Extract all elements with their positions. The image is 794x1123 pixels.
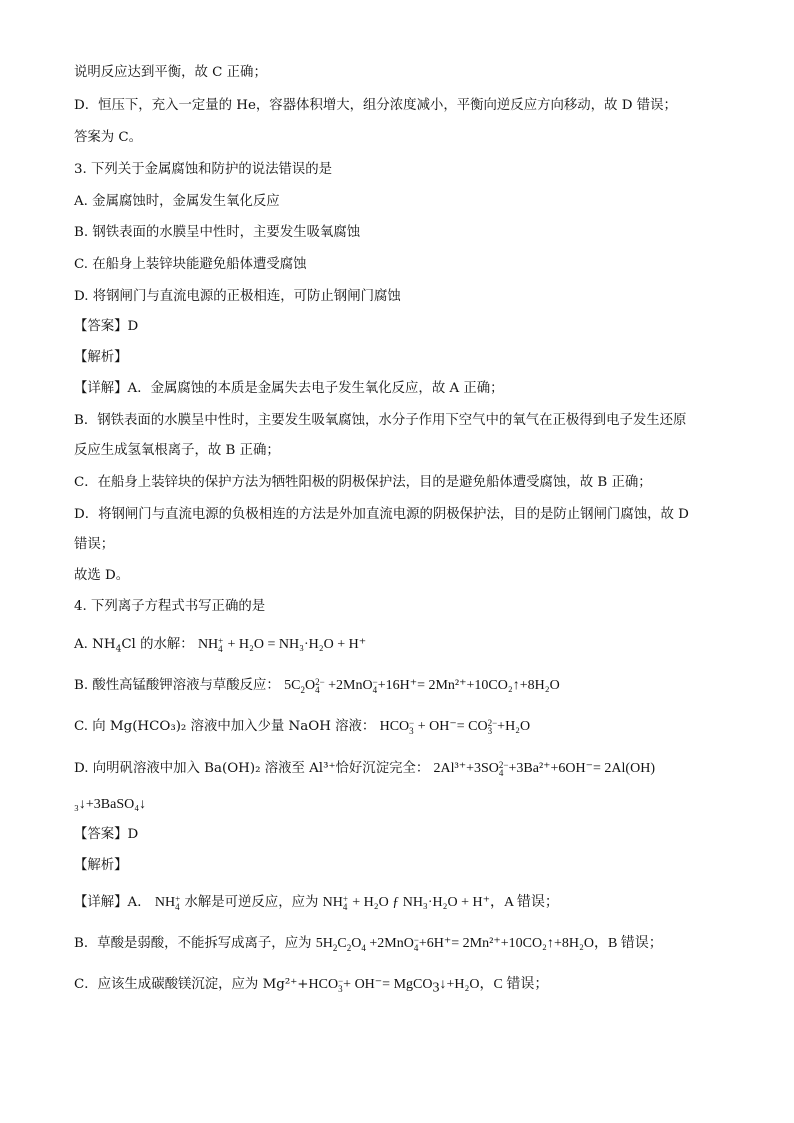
text-line: 说明反应达到平衡，故 C 正确；	[74, 65, 267, 80]
analysis-label: 【解析】	[74, 350, 128, 365]
question-3-stem: 3. 下列关于金属腐蚀和防护的说法错误的是	[74, 162, 333, 177]
explanation-line: 【详解】A． NH + 4 水解是可逆反应，应为 NH + 4 + H₂O ƒ NH₃·H₂O + H⁺，A 错误；	[74, 893, 559, 912]
q4-option-a: A. $NH_4Cl$ 的水解： NH + 4 + H₂O = NH₃·H₂O + H⁺	[74, 635, 367, 655]
q4-option-c: C. 向 Mg(HCO₃)₂ 溶液中加入少量 NaOH 溶液： HCO − 3 + OH⁻= CO 2− 3 +H₂O	[74, 717, 531, 736]
explanation-line: 【详解】A．金属腐蚀的本质是金属失去电子发生氧化反应，故 A 正确；	[74, 381, 504, 396]
text-line: D．恒压下，充入一定量的 He，容器体积增大，组分浓度减小，平衡向逆反应方向移动，故 D 错误；	[74, 98, 677, 113]
explanation-line: B．草酸是弱酸，不能拆写成离子，应为 $5H_2C_2O_4 +2MnO$ − 4 +6H⁺= 2Mn²⁺+10CO₂↑+8H₂O，B 错误；	[74, 934, 663, 953]
analysis-label: 【解析】	[74, 858, 128, 873]
text-line: 答案为 C。	[74, 130, 143, 145]
explanation-line: C．应该生成碳酸镁沉淀，应为 Mg²⁺+HCO − 3 + OH⁻= MgCO$_3$↓+H₂O，C 错误；	[74, 975, 549, 996]
explanation-line: 故选 D。	[74, 568, 130, 583]
q4-option-d: D. 向明矾溶液中加入 Ba(OH)₂ 溶液至 Al³⁺恰好沉淀完全： 2Al³⁺+3SO 2− 4 +3Ba²⁺+6OH⁻= 2Al(OH)	[74, 759, 655, 778]
explanation-line: D．将钢闸门与直流电源的负极相连的方法是外加直流电源的阴极保护法，目的是防止钢闸门腐蚀，故 D	[74, 507, 689, 522]
q3-option-b: B. 钢铁表面的水膜呈中性时，主要发生吸氧腐蚀	[74, 225, 361, 240]
answer-label: 【答案】D	[74, 319, 139, 334]
q3-option-a: A. 金属腐蚀时，金属发生氧化反应	[74, 194, 280, 209]
q4-option-d-continued: ₃↓+3BaSO₄↓	[74, 797, 147, 812]
explanation-line: 反应生成氢氧根离子，故 B 正确；	[74, 443, 280, 458]
q3-option-c: C. 在船身上装锌块能避免船体遭受腐蚀	[74, 257, 307, 272]
q3-option-d: D. 将钢闸门与直流电源的正极相连，可防止钢闸门腐蚀	[74, 289, 401, 304]
question-4-stem: 4. 下列离子方程式书写正确的是	[74, 599, 266, 614]
answer-label: 【答案】D	[74, 827, 139, 842]
q4-option-b: B. 酸性高锰酸钾溶液与草酸反应： $5C_2O$ 2− 4 +2MnO − 4 +16H⁺= 2Mn²⁺+10CO₂↑+8H₂O	[74, 676, 560, 695]
explanation-line: C．在船身上装锌块的保护方法为牺牲阳极的阴极保护法，目的是避免船体遭受腐蚀，故 B 正确；	[74, 475, 652, 490]
explanation-line: 错误；	[74, 537, 115, 552]
explanation-line: B．钢铁表面的水膜呈中性时，主要发生吸氧腐蚀，水分子作用下空气中的氧气在正极得到电子发生还原	[74, 413, 687, 428]
